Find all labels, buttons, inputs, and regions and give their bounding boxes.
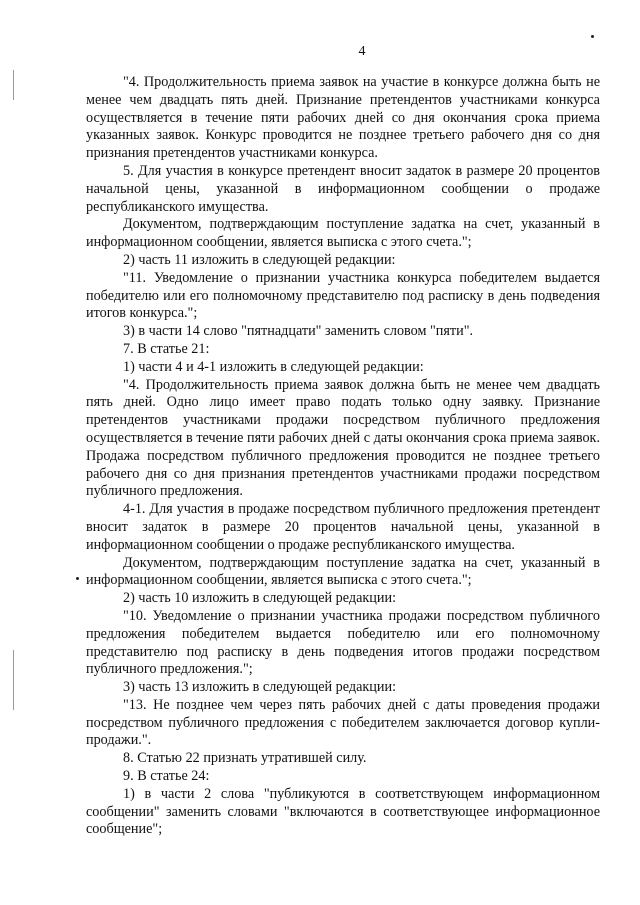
scan-mark (13, 70, 14, 100)
paragraph: 4-1. Для участия в продаже посредством публичного предложения претендент вносит задаток в размере 20 процентов начальной цены, указанной в информационном сообщении о продаже республиканского имущества. (86, 501, 600, 553)
scan-mark (591, 35, 594, 38)
paragraph: 8. Статью 22 признать утратившей силу. (123, 750, 367, 767)
document-body (86, 74, 600, 839)
page-number: 4 (358, 44, 366, 59)
paragraph: 7. В статье 21: (123, 340, 210, 357)
paragraph: "13. Не позднее чем через пять рабочих дней с даты проведения продажи посредством публичного предложения с победителем заключается договор купли-продажи.". (86, 696, 600, 749)
paragraph: 1) в части 2 слова "публикуются в соответствующем информационном сообщении" заменить словами "включаются в соответствующее информационное сообщение"; (86, 785, 600, 838)
scan-mark (13, 650, 14, 710)
paragraph: 9. В статье 24: (123, 768, 210, 785)
paragraph: 2) часть 10 изложить в следующей редакции: (123, 590, 397, 607)
paragraph: 3) часть 13 изложить в следующей редакции: (123, 679, 397, 696)
paragraph: "4. Продолжительность приема заявок должна быть не менее чем двадцать пять дней. Одно лицо имеет право подать только одну заявку. Признание претендентов участниками продажи посредством публичного предложения осуществляется в течение пяти рабочих дней с даты окончания срока приема заявок. Продажа посредством публичного предложения проводится не позднее третьего рабочего дня со дня признания претендентов участниками продажи посредством публичного предложения. (86, 376, 600, 500)
paragraph: "10. Уведомление о признании участника продажи посредством публичного предложения победителем выдается победителю или его полномочному представителю под расписку в день подведения итогов продажи посредством публичного предложения."; (86, 607, 600, 678)
paragraph: 1) части 4 и 4-1 изложить в следующей редакции: (123, 358, 424, 375)
scan-mark (76, 577, 79, 580)
paragraph: 2) часть 11 изложить в следующей редакции: (123, 251, 396, 268)
paragraph: 3) в части 14 слово "пятнадцати" заменить словом "пяти". (123, 323, 474, 340)
paragraph: 5. Для участия в конкурсе претендент вносит задаток в размере 20 процентов начальной цены, указанной в информационном сообщении о продаже республиканского имущества. (86, 162, 600, 215)
paragraph: "4. Продолжительность приема заявок на участие в конкурсе должна быть не менее чем двадцать пять дней. Признание претендентов участниками конкурса осуществляется в течение пяти рабочих дней со дня окончания срока приема указанных заявок. Конкурс проводится не позднее третьего рабочего дня со дня признания претендентов участниками конкурса. (86, 74, 600, 162)
paragraph: Документом, подтверждающим поступление задатка на счет, указанный в информационном сообщении, является выписка с этого счета."; (86, 216, 600, 251)
paragraph: Документом, подтверждающим поступление задатка на счет, указанный в информационном сообщении, является выписка с этого счета."; (86, 554, 600, 589)
paragraph: "11. Уведомление о признании участника конкурса победителем выдается победителю или его полномочному представителю под расписку в день подведения итогов конкурса."; (86, 269, 600, 322)
